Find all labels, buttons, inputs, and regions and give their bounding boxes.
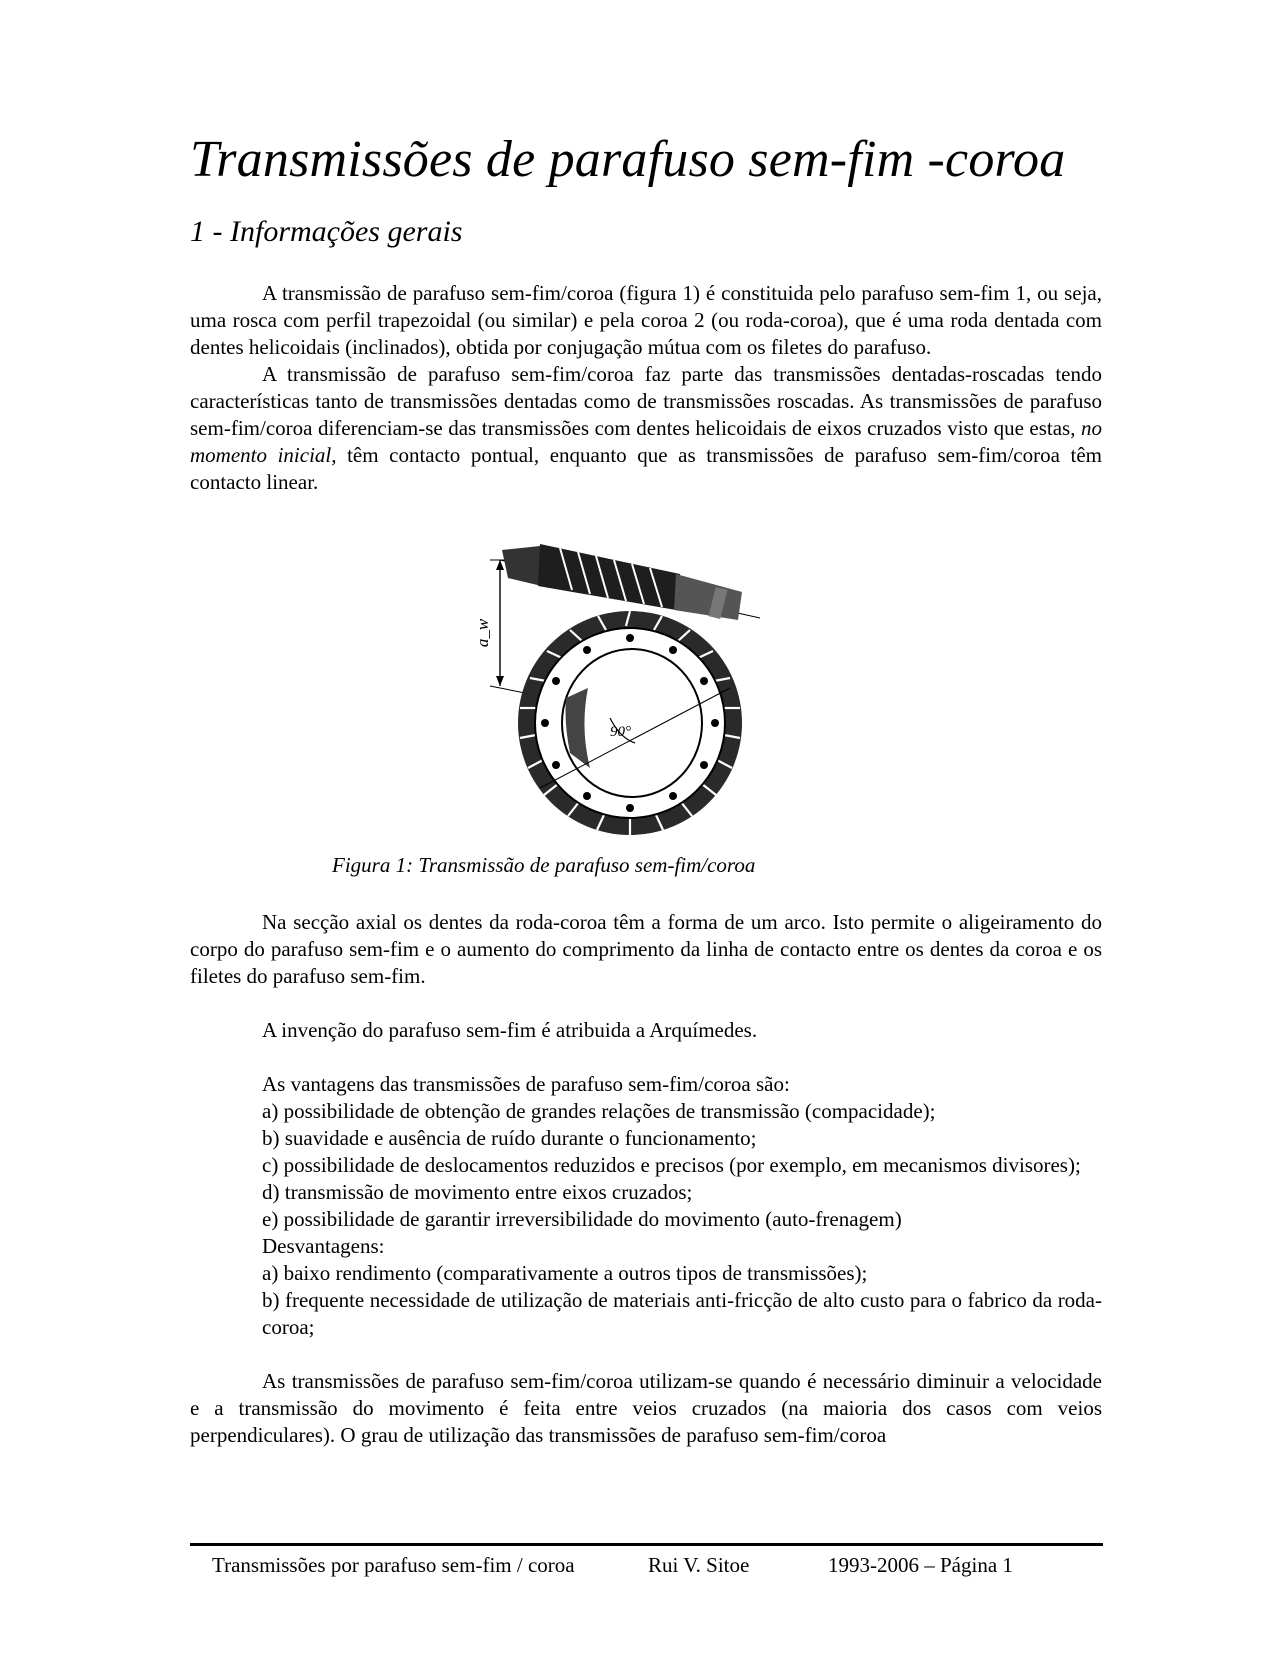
intro-block	[190, 280, 1102, 496]
footer-document-title: Transmissões por parafuso sem-fim / coroa	[212, 1553, 575, 1577]
dimension-arrow-bottom	[496, 676, 504, 686]
intro-p2-text-after: têm contacto pontual, enquanto que as transmissões de parafuso sem-fim/coroa têm contacto linear.	[190, 443, 1102, 494]
figure-caption: Figura 1: Transmissão de parafuso sem-fim/coroa	[332, 853, 756, 877]
document-title: Transmissões de parafuso sem-fim -coroa	[190, 131, 1066, 188]
distance-label: a_w	[473, 618, 492, 648]
worm-wheel	[518, 611, 742, 835]
advantage-item-d: d) transmissão de movimento entre eixos cruzados;	[262, 1180, 693, 1204]
axial-section-paragraph: Na secção axial os dentes da roda-coroa têm a forma de um arco. Isto permite o aligeiramento do corpo do parafuso sem-fim e o aumento do comprimento da linha de contacto entre os dentes da coroa e os filetes do parafuso sem-fim.	[190, 910, 1102, 988]
footer-author: Rui V. Sitoe	[648, 1553, 750, 1577]
advantage-item-e: e) possibilidade de garantir irreversibilidade do movimento (auto-frenagem)	[262, 1207, 902, 1231]
angle-label: 90°	[610, 724, 631, 740]
advantages-heading: As vantagens das transmissões de parafuso sem-fim/coroa são:	[262, 1072, 790, 1096]
figure-1	[190, 538, 1102, 840]
invention-block	[190, 1017, 1102, 1044]
worm-screw	[502, 544, 742, 620]
page-footer	[190, 1550, 1103, 1580]
footer-page-number: 1993-2006 – Página 1	[828, 1553, 1013, 1577]
worm-gear-illustration	[473, 538, 770, 840]
intro-paragraph-2	[190, 361, 1102, 496]
intro-p2-emphasis: no momento inicial,	[190, 416, 1102, 467]
footer-divider	[190, 1543, 1103, 1546]
worm-body	[538, 544, 680, 610]
worm-shaft-right	[674, 574, 742, 620]
axial-section-block	[190, 909, 1102, 990]
disadvantages-heading: Desvantagens:	[262, 1234, 385, 1258]
disadvantage-item-b: b) frequente necessidade de utilização de materiais anti-fricção de alto custo para o fabrico da roda-coroa;	[262, 1288, 1102, 1339]
disadvantage-item-a: a) baixo rendimento (comparativamente a outros tipos de transmissões);	[262, 1261, 868, 1285]
advantage-item-c: c) possibilidade de deslocamentos reduzidos e precisos (por exemplo, em mecanismos divisores);	[262, 1153, 1081, 1177]
advantages-list	[262, 1071, 1102, 1341]
page-content	[190, 130, 1102, 1449]
intro-paragraph-1: A transmissão de parafuso sem-fim/coroa (figura 1) é constituida pelo parafuso sem-fim 1, ou seja, uma rosca com perfil trapezoidal (ou similar) e pela coroa 2 (ou roda-coroa), que é uma roda dentada com dentes helicoidais (inclinados), obtida por conjugação mútua com os filetes do parafuso.	[190, 281, 1102, 359]
usage-paragraph: As transmissões de parafuso sem-fim/coroa utilizam-se quando é necessário diminuir a velocidade e a transmissão do movimento é feita entre veios cruzados (na maioria dos casos com veios perpendiculares). O grau de utilização das transmissões de parafuso sem-fim/coroa	[190, 1369, 1102, 1447]
section-heading: 1 - Informações gerais	[190, 215, 463, 248]
advantage-item-a: a) possibilidade de obtenção de grandes relações de transmissão (compacidade);	[262, 1099, 936, 1123]
dimension-arrow-top	[496, 560, 504, 570]
advantage-item-b: b) suavidade e ausência de ruído durante o funcionamento;	[262, 1126, 757, 1150]
invention-paragraph: A invenção do parafuso sem-fim é atribuida a Arquímedes.	[262, 1018, 758, 1042]
intro-p2-text-before: A transmissão de parafuso sem-fim/coroa faz parte das transmissões dentadas-roscadas tendo características tanto de transmissões dentadas como de transmissões roscadas. As transmissões de parafuso sem-fim/coroa diferenciam-se das transmissões com dentes helicoidais de eixos cruzados visto que estas,	[190, 362, 1102, 440]
usage-block	[190, 1368, 1102, 1449]
